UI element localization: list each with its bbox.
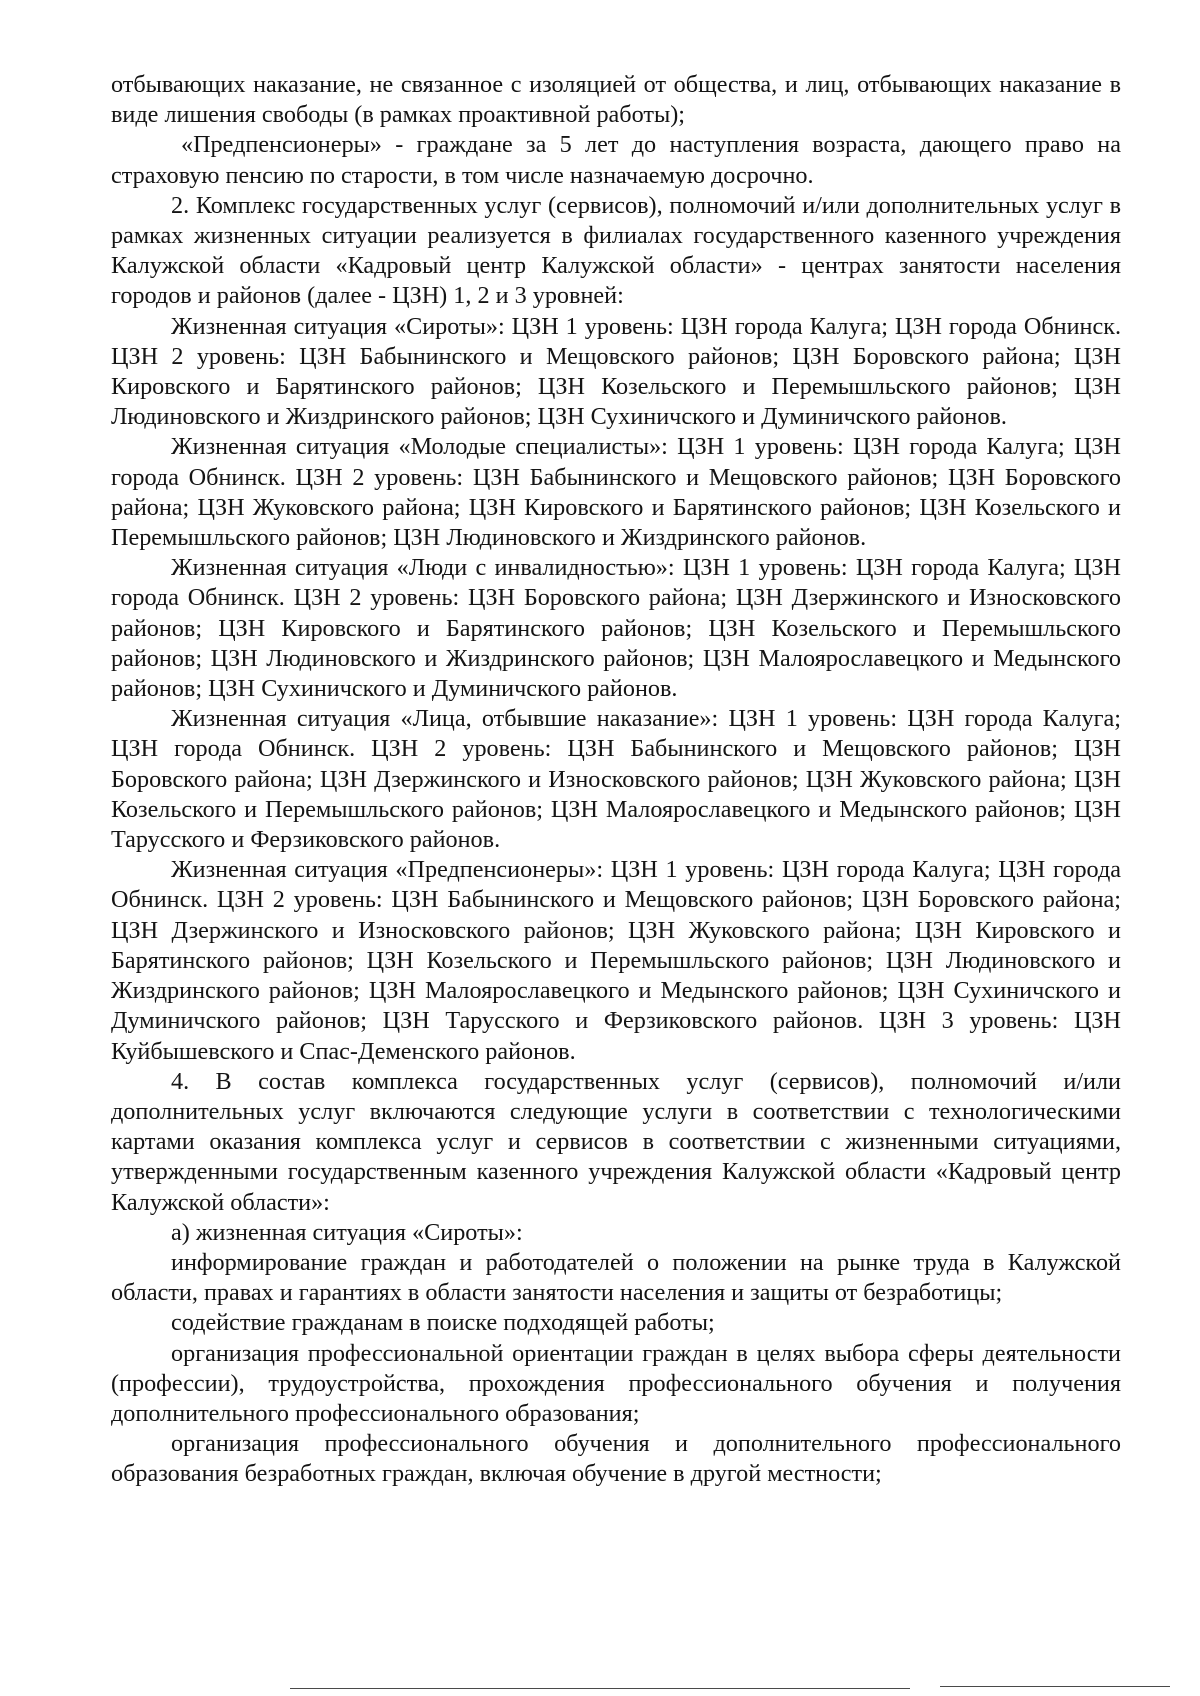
paragraph-12: содействие гражданам в поиске подходящей работы; (171, 1309, 715, 1337)
paragraph-5: Жизненная ситуация «Молодые специалисты»: ЦЗН 1 уровень: ЦЗН города Калуга; ЦЗН города Обнинск. ЦЗН 2 уровень: ЦЗН Бабынинского и Мещовского районов; ЦЗН Боровского района; ЦЗН Жуковского района; ЦЗН Кировского и Барятинского районов; ЦЗН Козельского и Перемышльского районов; ЦЗН Людиновского и Жиздринского районов. (111, 433, 1121, 552)
paragraph-3: 2. Комплекс государственных услуг (сервисов), полномочий и/или дополнительных услуг в рамках жизненных ситуации реализуется в филиалах государственного казенного учреждения Калужской области «Кадровый центр Калужской области» - центрах занятости населения городов и районов (далее - ЦЗН) 1, 2 и 3 уровней: (111, 191, 1121, 310)
paragraph-10: а) жизненная ситуация «Сироты»: (171, 1218, 523, 1246)
paragraph-4: Жизненная ситуация «Сироты»: ЦЗН 1 уровень: ЦЗН города Калуга; ЦЗН города Обнинск. ЦЗН 2 уровень: ЦЗН Бабынинского и Мещовского районов; ЦЗН Боровского района; ЦЗН Кировского и Барятинского районов; ЦЗН Козельского и Перемышльского районов; ЦЗН Людиновского и Жиздринского районов; ЦЗН Сухиничского и Думиничского районов. (111, 312, 1121, 431)
scan-artifact-line (290, 1688, 910, 1689)
paragraph-2: «Предпенсионеры» - граждане за 5 лет до наступления возраста, дающего право на страховую пенсию по старости, в том числе назначаемую досрочно. (111, 131, 1121, 189)
paragraph-6: Жизненная ситуация «Люди с инвалидностью»: ЦЗН 1 уровень: ЦЗН города Калуга; ЦЗН города Обнинск. ЦЗН 2 уровень: ЦЗН Боровского района; ЦЗН Дзержинского и Износковского районов; ЦЗН Кировского и Барятинского районов; ЦЗН Козельского и Перемышльского районов; ЦЗН Людиновского и Жиздринского районов; ЦЗН Малоярославецкого и Медынского районов; ЦЗН Сухиничского и Думиничского районов. (111, 554, 1121, 703)
paragraph-14: организация профессионального обучения и дополнительного профессионального образования безработных граждан, включая обучение в другой местности; (111, 1430, 1121, 1488)
paragraph-13: организация профессиональной ориентации граждан в целях выбора сферы деятельности (профессии), трудоустройства, прохождения профессионального обучения и получения дополнительного профессионального образования; (111, 1339, 1121, 1427)
paragraph-8: Жизненная ситуация «Предпенсионеры»: ЦЗН 1 уровень: ЦЗН города Калуга; ЦЗН города Обнинск. ЦЗН 2 уровень: ЦЗН Бабынинского и Мещовского районов; ЦЗН Боровского района; ЦЗН Дзержинского и Износковского районов; ЦЗН Жуковского района; ЦЗН Кировского и Барятинского районов; ЦЗН Козельского и Перемышльского районов; ЦЗН Людиновского и Жиздринского районов; ЦЗН Малоярославецкого и Медынского районов; ЦЗН Сухиничского и Думиничского районов; ЦЗН Тарусского и Ферзиковского районов. ЦЗН 3 уровень: ЦЗН Куйбышевского и Спас-Деменского районов. (111, 856, 1121, 1065)
paragraph-1: отбывающих наказание, не связанное с изоляцией от общества, и лиц, отбывающих наказание в виде лишения свободы (в рамках проактивной работы); (111, 71, 1121, 129)
paragraph-7: Жизненная ситуация «Лица, отбывшие наказание»: ЦЗН 1 уровень: ЦЗН города Калуга; ЦЗН города Обнинск. ЦЗН 2 уровень: ЦЗН Бабынинского и Мещовского районов; ЦЗН Боровского района; ЦЗН Дзержинского и Износковского районов; ЦЗН Жуковского района; ЦЗН Козельского и Перемышльского районов; ЦЗН Малоярославецкого и Медынского районов; ЦЗН Тарусского и Ферзиковского районов. (111, 705, 1121, 854)
paragraph-11: информирование граждан и работодателей о положении на рынке труда в Калужской области, правах и гарантиях в области занятости населения и защиты от безработицы; (111, 1248, 1121, 1307)
paragraph-9: 4. В состав комплекса государственных услуг (сервисов), полномочий и/или дополнительных услуг включаются следующие услуги в соответствии с технологическими картами оказания комплекса услуг и сервисов в соответствии с жизненными ситуациями, утвержденными государственным казенного учреждения Калужской области «Кадровый центр Калужской области»: (111, 1067, 1121, 1216)
document-page (111, 70, 1121, 1490)
scan-artifact-line (940, 1686, 1170, 1687)
